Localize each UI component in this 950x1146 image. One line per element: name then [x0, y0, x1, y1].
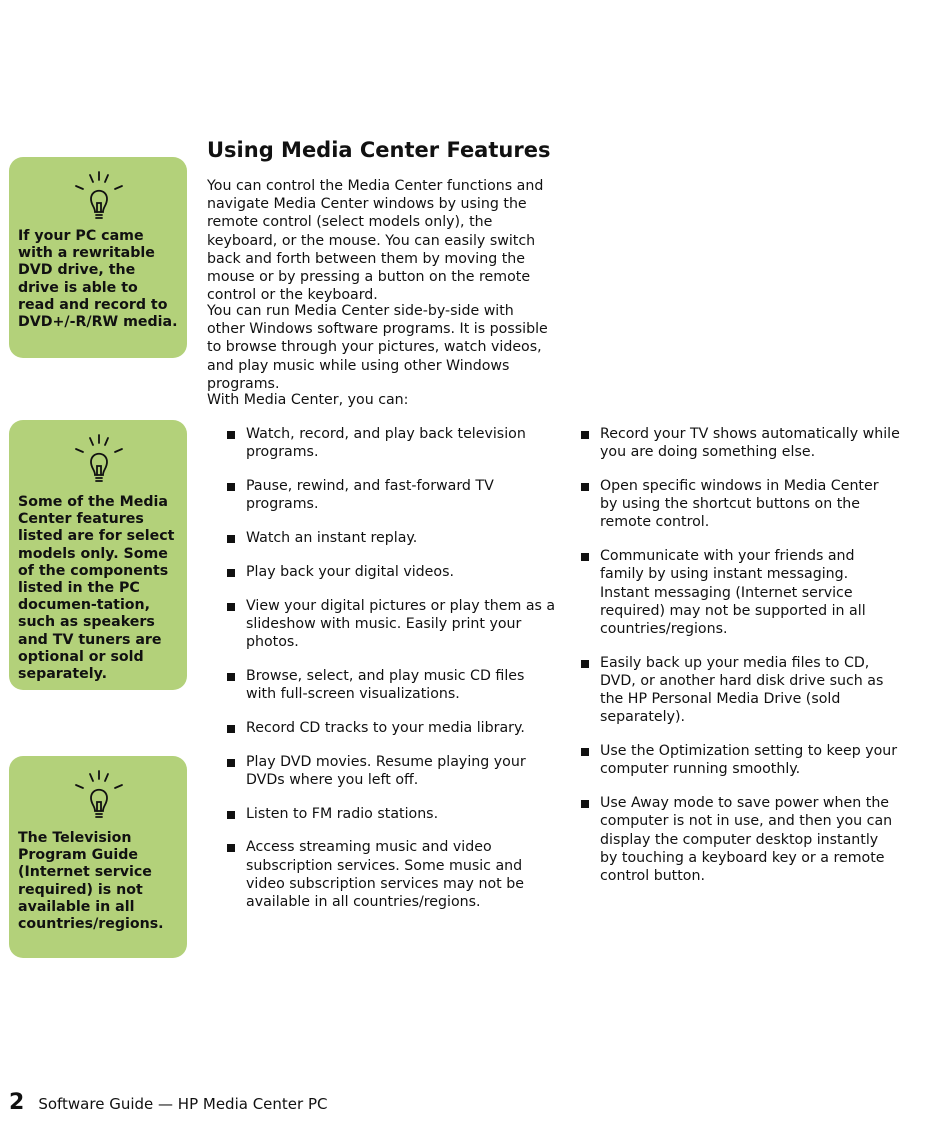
bullet-square-icon [227, 759, 235, 767]
list-item: Watch an instant replay. [226, 529, 556, 547]
list-item: Play back your digital videos. [226, 563, 556, 581]
page-footer [9, 1090, 327, 1115]
list-item: Play DVD movies. Resume playing your DVDs where you left off. [226, 753, 556, 789]
lightbulb-icon [71, 169, 127, 225]
tip-box-program-guide [9, 756, 187, 958]
side-by-side-paragraph: You can run Media Center side-by-side with other Windows software programs. It is possible to browse through your pictures, watch videos, and play music while using other Windows programs. [207, 303, 548, 392]
lightbulb-icon [71, 768, 127, 824]
page-number: 2 [9, 1090, 25, 1115]
lightbulb-icon [71, 432, 127, 488]
list-item: Use Away mode to save power when the computer is not in use, and then you can display the computer desktop instantly by touching a keyboard key or a remote control button. [580, 794, 900, 885]
bullet-square-icon [227, 603, 235, 611]
bullet-square-icon [227, 673, 235, 681]
list-item: Browse, select, and play music CD files with full-screen visualizations. [226, 667, 556, 703]
list-item: Listen to FM radio stations. [226, 805, 556, 823]
list-item: Record CD tracks to your media library. [226, 719, 556, 737]
list-item: Communicate with your friends and family by using instant messaging. Instant messaging (Internet service required) may not be supported in all countries/regions. [580, 547, 900, 638]
feature-list-left [226, 425, 556, 927]
tip-box-dvd [9, 157, 187, 358]
list-item: Pause, rewind, and fast-forward TV programs. [226, 477, 556, 513]
list-item: Record your TV shows automatically while you are doing something else. [580, 425, 900, 461]
footer-title: Software Guide — HP Media Center PC [38, 1095, 328, 1113]
feature-list-right [580, 425, 900, 901]
bullet-square-icon [227, 844, 235, 852]
list-item: View your digital pictures or play them as a slideshow with music. Easily print your photos. [226, 597, 556, 652]
bullet-square-icon [581, 431, 589, 439]
tip-text: If your PC came with a rewritable DVD drive, the drive is able to read and record to DVD+/-R/RW media. [18, 228, 178, 331]
bullet-square-icon [581, 483, 589, 491]
intro-paragraph: You can control the Media Center functions and navigate Media Center windows by using the remote control (select models only), the keyboard, or the mouse. You can easily switch back and forth between them by moving the mouse or by pressing a button on the remote control or the keyboard. [207, 178, 544, 304]
bullet-square-icon [227, 569, 235, 577]
page-title: Using Media Center Features [207, 138, 551, 162]
list-item: Watch, record, and play back television programs. [226, 425, 556, 461]
bullet-square-icon [227, 535, 235, 543]
tip-text: The Television Program Guide (Internet service required) is not available in all countries/regions. [18, 830, 164, 933]
bullet-square-icon [581, 553, 589, 561]
list-item: Easily back up your media files to CD, DVD, or another hard disk drive such as the HP Personal Media Drive (sold separately). [580, 654, 900, 727]
list-item: Access streaming music and video subscription services. Some music and video subscription services may not be available in all countries/regions. [226, 838, 556, 911]
tip-text: Some of the Media Center features listed are for select models only. Some of the components listed in the PC documen-tation, such as speakers and TV tuners are optional or sold separately. [18, 494, 175, 683]
bullet-square-icon [581, 748, 589, 756]
bullet-square-icon [581, 800, 589, 808]
tip-box-select-models [9, 420, 187, 690]
bullet-square-icon [581, 660, 589, 668]
bullet-square-icon [227, 483, 235, 491]
list-item: Use the Optimization setting to keep your computer running smoothly. [580, 742, 900, 778]
list-item: Open specific windows in Media Center by using the shortcut buttons on the remote control. [580, 477, 900, 532]
bullet-square-icon [227, 725, 235, 733]
bullet-square-icon [227, 431, 235, 439]
features-intro: With Media Center, you can: [207, 392, 409, 408]
bullet-square-icon [227, 811, 235, 819]
